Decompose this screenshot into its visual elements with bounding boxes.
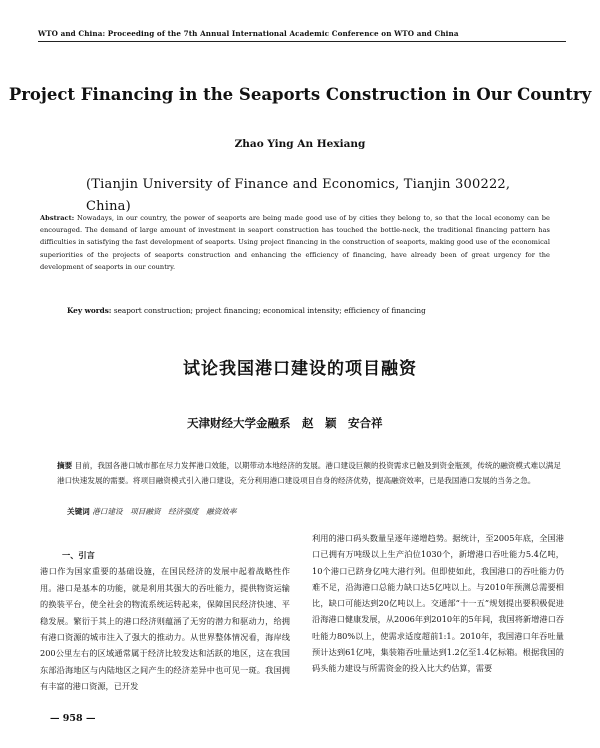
running-header: WTO and China: Proceeding of the 7th Annual International Academic Conference on WTO and China <box>38 29 459 38</box>
english-title: Project Financing in the Seaports Construction in Our Country <box>8 85 592 104</box>
english-keywords <box>67 306 567 315</box>
chinese-authors: 天津财经大学金融系 赵 颖 安合祥 <box>187 416 383 430</box>
english-keywords-label: Key words: <box>67 306 112 315</box>
body-right-column <box>312 530 564 677</box>
page-number: — 958 — <box>50 713 96 724</box>
chinese-title: 试论我国港口建设的项目融资 <box>183 359 417 379</box>
left-column-text: 港口作为国家重要的基础设施，在国民经济的发展中起着战略性作用。港口是基本的功能，就是利用其强大的吞吐能力，提供物资运输的换装平台，使全社会的物流系统运转起来，保障国民经济快速、平稳发展。繁衍于其上的港口经济则蕴涵了无穷的潜力和驱动力，给拥有港口资源的城市注入了强大的推动力。从世界整体情况看，海岸线200公里左右的区域通常属于经济比较发达和活跃的地区，这在我国东部沿海地区与内陆地区之间产生的经济差异中也可见一斑。我国拥有丰富的港口资源，已开发 <box>40 566 290 692</box>
body-left-column <box>40 547 290 695</box>
section-heading-introduction: 一、引言 <box>62 550 95 560</box>
chinese-keywords-label: 关键词 <box>67 507 90 516</box>
english-abstract-label: Abstract: <box>40 214 75 222</box>
chinese-keywords <box>67 506 547 517</box>
chinese-abstract-text: 目前，我国各港口城市都在尽力发挥港口效能，以期带动本地经济的发展。港口建设巨额的投资需求已触及到资金瓶颈，传统的融资模式难以满足港口快速发展的需要。将项目融资模式引入港口建设，充分利用港口建设项目自身的经济优势，提高融资效率，已是我国港口发展的当务之急。 <box>57 461 561 485</box>
right-column-text: 利用的港口码头数量呈逐年递增趋势。据统计，至2005年底，全国港口已拥有万吨级以上生产泊位1030个，新增港口吞吐能力5.4亿吨，10个港口已跻身亿吨大港行列。但即使如此，我国港口的吞吐能力仍难不足，沿海港口总能力缺口达5亿吨以上。与2010年预测总需要相比，缺口可能达到20亿吨以上。交通部“十一五”规划提出要积极促进沿海港口健康发展，从2006年到2010年的5年间，我国将新增港口吞吐能力80%以上，使需求适度超前1:1。2010年，我国港口年吞吐量预计达到61亿吨，集装箱吞吐量达到1.2亿至1.4亿标箱。根据我国的码头能力建设与所需资金的投入比大约估算，需要 <box>312 533 564 674</box>
english-authors: Zhao Ying An Hexiang <box>234 138 366 150</box>
header-rule <box>38 41 566 42</box>
chinese-keywords-text: 港口建设 项目融资 经济强度 融资效率 <box>92 507 237 516</box>
english-abstract <box>40 212 550 273</box>
chinese-abstract <box>57 459 561 489</box>
chinese-abstract-label: 摘要 <box>57 461 73 470</box>
english-affiliation: (Tianjin University of Finance and Economics, Tianjin 300222, China) <box>86 177 511 214</box>
english-abstract-text: Nowadays, in our country, the power of seaports are being made good use of by cities they belong to, so that the local economy can be encouraged. The demand of large amount of investment in seaport construction has touched the bottle-neck, the traditional financing pattern has difficulties in satisfying the fast development of seaports. Using project financing in the construction of seaports, making good use of the economical superiorities of the projects of seaports construction and enhancing the efficiency of financing, have already been of great urgency for the development of seaports in our country. <box>40 214 550 271</box>
english-keywords-text: seaport construction; project financing; economical intensity; efficiency of financing <box>113 306 426 315</box>
